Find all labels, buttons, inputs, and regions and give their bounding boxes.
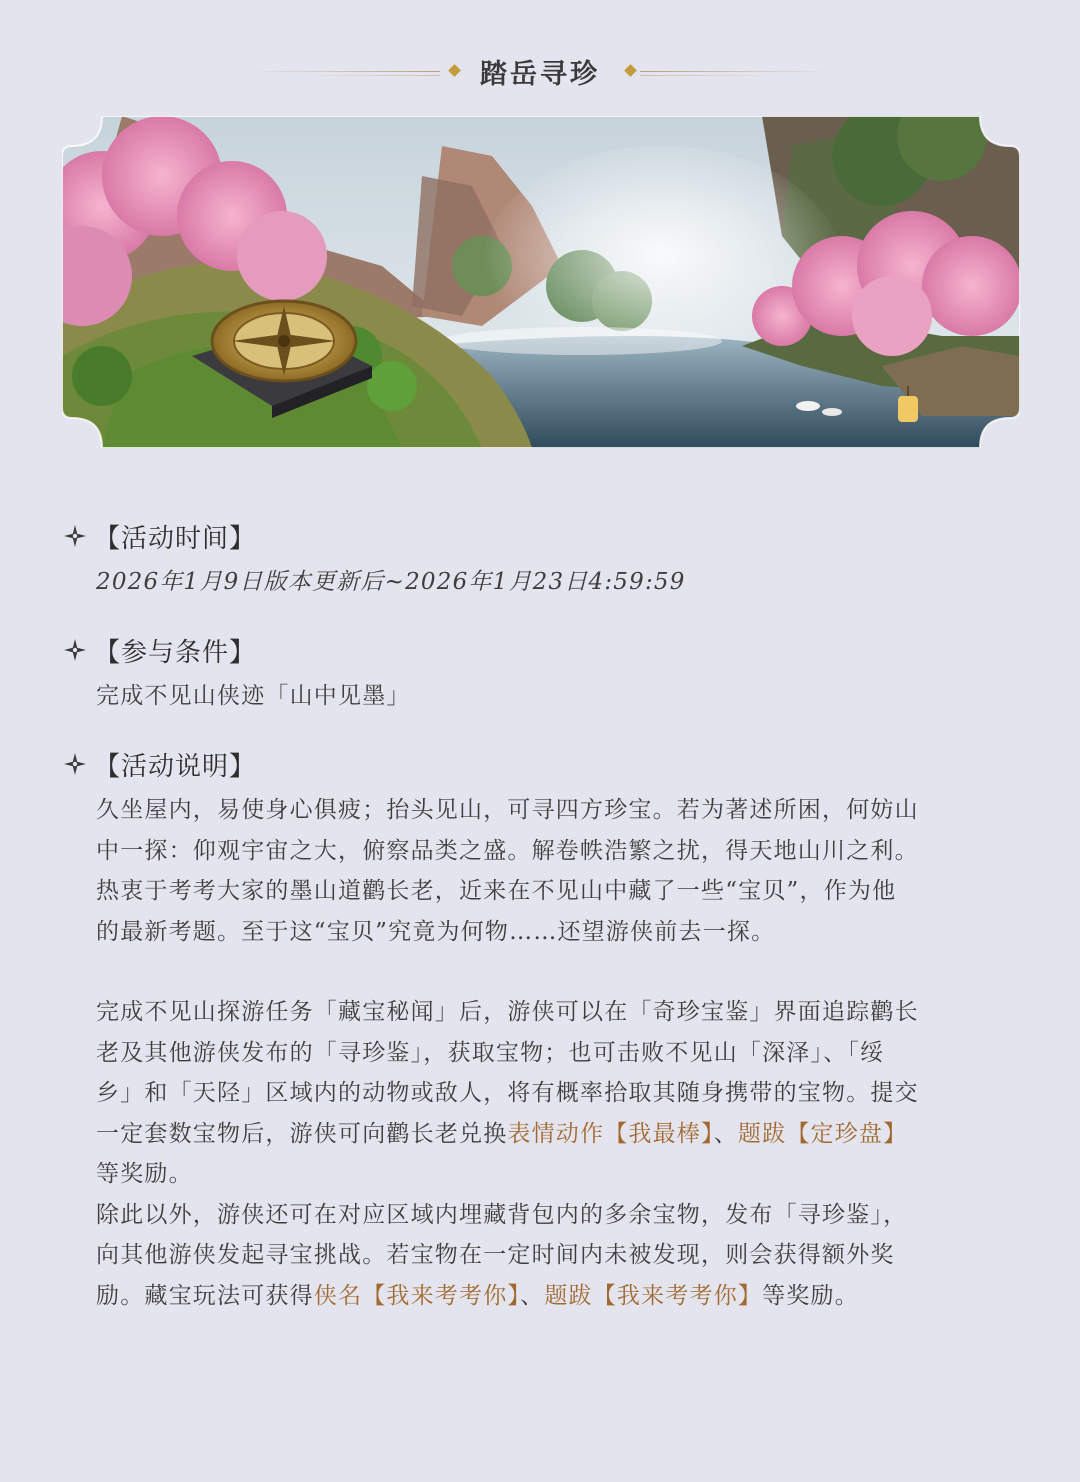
reward-title-link[interactable]: 题跋【定珍盘】 [737,1120,908,1147]
participation-text: 完成不见山侠迹「山中见墨」 [96,683,411,709]
title-bar [0,44,1080,100]
scenic-banner [62,116,1020,448]
reward-name-link[interactable]: 侠名【我来考考你】 [313,1282,521,1309]
paragraph-3-text: 完成不见山探游任务「藏宝秘闻」后，游侠可以在「奇珍宝鉴」界面追踪鹳长老及其他游侠发布的「寻珍鉴」，获取宝物；也可击败不见山「深泽」、「绥乡」和「天陉」区域内的动物或敌人，将有概率拾取其随身携带的宝物。提交一定套数宝物后，游侠可向鹳长老兑换 [96,999,919,1147]
reward-emote-link[interactable]: 表情动作【我最棒】 [507,1120,714,1147]
activity-time-text: 2026年1月9日版本更新后~2026年1月23日4:59:59 [96,569,686,595]
description-paragraph-1: 久坐屋内，易使身心俱疲；抬头见山，可寻四方珍宝。若为著述所困，何妨山中一探：仰观宇宙之大，俯察品类之盛。解卷帙浩繁之扰，得天地山川之利。 [96,797,919,864]
sparkle-icon [64,639,86,661]
section-description [62,744,962,1316]
section-heading-description: 【活动说明】 [94,751,257,782]
sparkle-icon [64,753,86,775]
paragraph-4-end: 等奖励。 [762,1282,859,1309]
separator: 、 [520,1282,545,1309]
description-paragraph-4 [96,1195,920,1317]
description-paragraph-2: 热衷于考考大家的墨山道鹳长老，近来在不见山中藏了一些“宝贝”，作为他的最新考题。至于这“宝贝”究竟为何物……还望游侠前去一探。 [96,878,897,945]
description-body [96,790,920,1316]
separator: 、 [713,1120,738,1147]
reward-title-link-2[interactable]: 题跋【我来考考你】 [544,1282,763,1309]
section-heading-time: 【活动时间】 [94,523,257,554]
paragraph-3-end: 等奖励。 [96,1161,193,1187]
description-paragraph-3 [96,992,920,1195]
section-activity-time [62,516,962,603]
section-participation [62,630,962,717]
sparkle-icon [64,525,86,547]
paragraph-4-text: 除此以外，游侠还可在对应区域内埋藏背包内的多余宝物，发布「寻珍鉴」，向其他游侠发起寻宝挑战。若宝物在一定时间内未被发现，则会获得额外奖励。藏宝玩法可获得 [96,1201,908,1309]
section-heading-condition: 【参与条件】 [94,637,257,668]
page-title: 踏岳寻珍 [480,59,600,90]
